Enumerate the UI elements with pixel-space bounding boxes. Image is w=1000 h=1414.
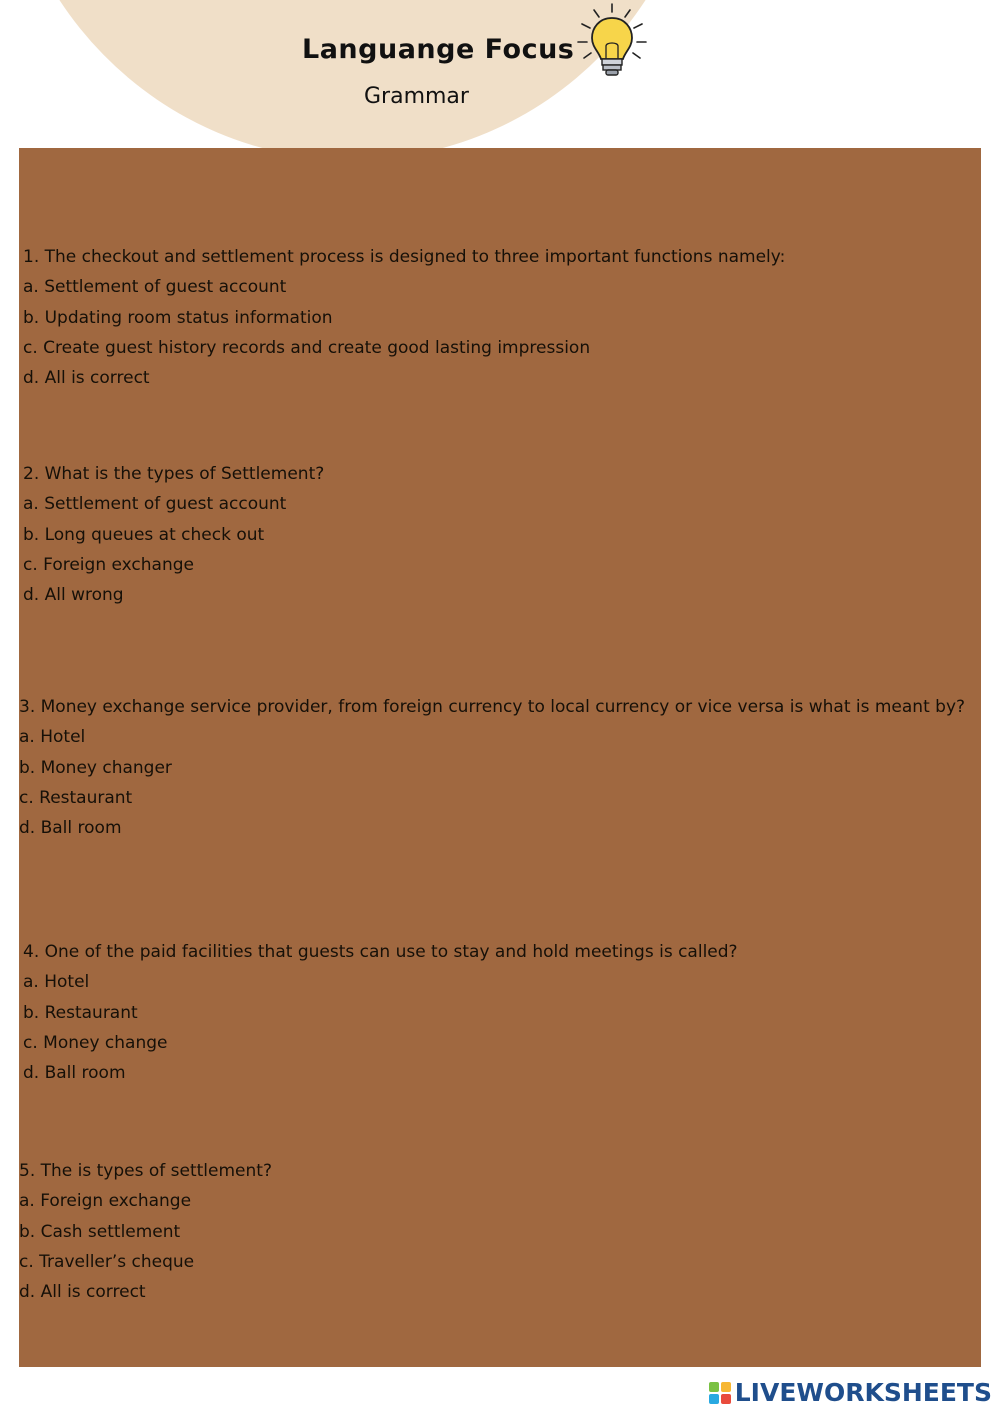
question-4-text: 4. One of the paid facilities that guests can use to stay and hold meetings is called? [23, 942, 738, 962]
question-2-option-a[interactable]: a. Settlement of guest account [23, 494, 287, 515]
brand-name: LIVEWORKSHEETS [734, 1378, 992, 1407]
question-5-option-d[interactable]: d. All is correct [19, 1282, 146, 1303]
question-3-option-b[interactable]: b. Money changer [19, 757, 172, 778]
question-3-text: 3. Money exchange service provider, from foreign currency to local currency or vice versa is what is meant by? [19, 697, 966, 717]
question-4-option-a[interactable]: a. Hotel [23, 972, 90, 993]
question-1-option-a[interactable]: a. Settlement of guest account [23, 277, 287, 298]
questions-panel [19, 148, 981, 1367]
question-3-option-c[interactable]: c. Restaurant [19, 787, 133, 808]
question-2-option-d[interactable]: d. All wrong [23, 585, 124, 606]
question-5-option-b[interactable]: b. Cash settlement [19, 1221, 181, 1242]
question-1 [19, 242, 981, 393]
question-4-option-c[interactable]: c. Money change [23, 1032, 168, 1053]
question-5-text: 5. The is types of settlement? [19, 1161, 272, 1181]
question-3-option-a[interactable]: a. Hotel [19, 727, 86, 748]
lightbulb-icon [572, 2, 656, 82]
question-2-option-b[interactable]: b. Long queues at check out [23, 524, 265, 545]
page-subtitle: Grammar [364, 84, 469, 109]
question-1-text: 1. The checkout and settlement process is designed to three important functions namely: [23, 247, 786, 267]
liveworksheets-logo-icon [709, 1382, 731, 1404]
question-2-option-c[interactable]: c. Foreign exchange [23, 554, 194, 575]
question-1-option-d[interactable]: d. All is correct [23, 368, 150, 389]
question-5 [19, 1156, 981, 1307]
question-5-option-a[interactable]: a. Foreign exchange [19, 1191, 192, 1212]
question-1-option-c[interactable]: c. Create guest history records and create good lasting impression [23, 337, 591, 358]
page-title: Languange Focus [302, 34, 575, 65]
question-3 [19, 692, 981, 843]
header-background [0, 0, 1000, 150]
question-4-option-b[interactable]: b. Restaurant [23, 1002, 138, 1023]
question-5-option-c[interactable]: c. Traveller’s cheque [19, 1251, 195, 1272]
question-2 [19, 459, 981, 610]
question-4 [19, 937, 981, 1088]
question-3-option-d[interactable]: d. Ball room [19, 818, 122, 839]
question-4-option-d[interactable]: d. Ball room [23, 1063, 126, 1084]
footer-brand[interactable] [709, 1378, 992, 1407]
question-2-text: 2. What is the types of Settlement? [23, 464, 325, 484]
question-1-option-b[interactable]: b. Updating room status information [23, 307, 333, 328]
